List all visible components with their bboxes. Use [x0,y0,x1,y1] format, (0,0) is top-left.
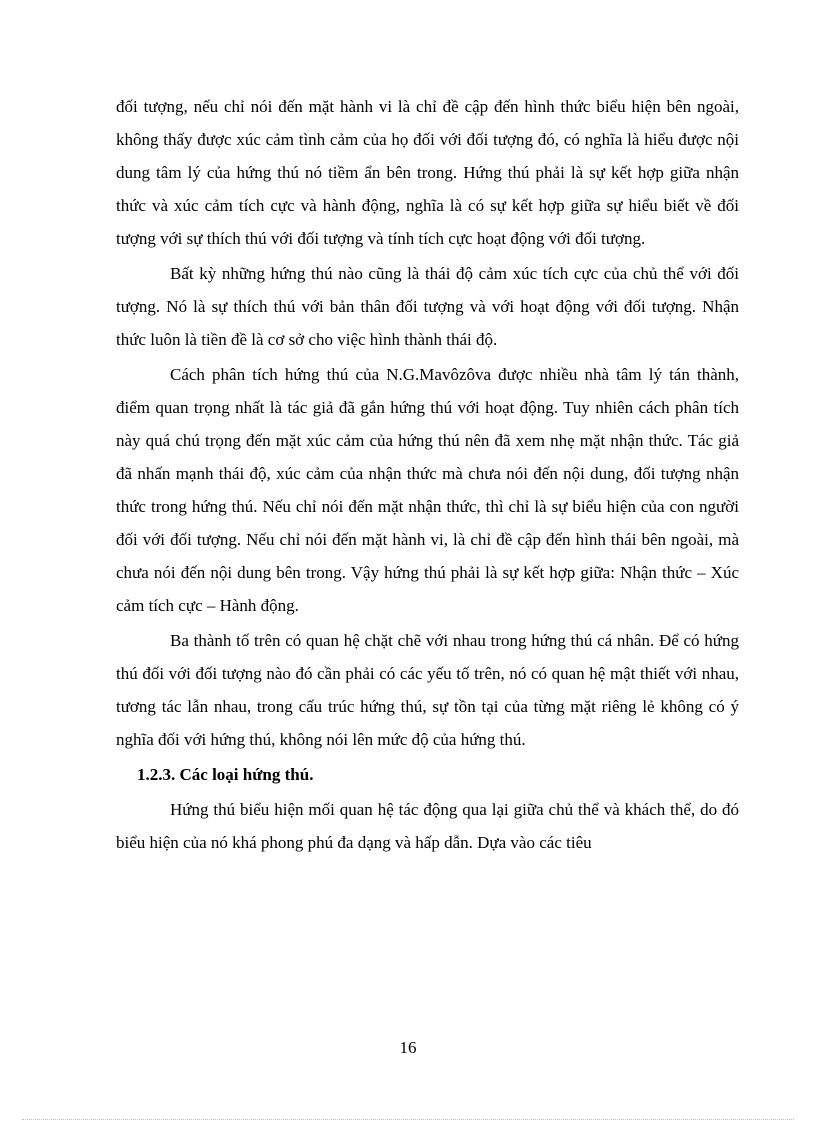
paragraph-1: đối tượng, nếu chỉ nói đến mặt hành vi là chỉ đề cập đến hình thức biểu hiện bên ngoài, không thấy được xúc cảm tình cảm của họ đối với đối tượng đó, có nghĩa là hiểu được nội dung tâm lý của hứng thú nó tiềm ẩn bên trong. Hứng thú phải là sự kết hợp giữa nhận thức và xúc cảm tích cực và hành động, nghĩa là có sự kết hợp giữa sự hiểu biết về đối tượng với sự thích thú với đối tượng và tính tích cực hoạt động với đối tượng. [116,97,739,248]
section-heading: 1.2.3. Các loại hứng thú. [137,765,314,784]
paragraph-3: Cách phân tích hứng thú của N.G.Mavôzôva được nhiều nhà tâm lý tán thành, điểm quan trọng nhất là tác giả đã gắn hứng thú với hoạt động. Tuy nhiên cách phân tích này quá chú trọng đến mặt xúc cảm của hứng thú nên đã xem nhẹ mặt nhận thức. Tác giả đã nhấn mạnh thái độ, xúc cảm của nhận thức mà chưa nói đến nội dung, đối tượng nhận thức trong hứng thú. Nếu chỉ nói đến mặt nhận thức, thì chỉ là sự biểu hiện của con người đối với đối tượng. Nếu chỉ nói đến mặt hành vi, là chỉ đề cập đến hình thái bên ngoài, mà chưa nói đến nội dung bên trong. Vậy hứng thú phải là sự kết hợp giữa: Nhận thức – Xúc cảm tích cực – Hành động. [116,365,739,615]
page-bottom-divider [22,1119,794,1120]
paragraph-2: Bất kỳ những hứng thú nào cũng là thái độ cảm xúc tích cực của chủ thể với đối tượng. Nó là sự thích thú với bản thân đối tượng và với hoạt động với đối tượng. Nhận thức luôn là tiền đề là cơ sở cho việc hình thành thái độ. [116,264,739,349]
body-text [116,90,739,859]
paragraph-4: Ba thành tố trên có quan hệ chặt chẽ với nhau trong hứng thú cá nhân. Để có hứng thú đối với đối tượng nào đó cần phải có các yếu tố trên, nó có quan hệ mật thiết với nhau, tương tác lẫn nhau, trong cấu trúc hứng thú, sự tồn tại của từng mặt riêng lẻ không có ý nghĩa đối với hứng thú, không nói lên mức độ của hứng thú. [116,631,739,749]
paragraph-5: Hứng thú biểu hiện mối quan hệ tác động qua lại giữa chủ thể và khách thể, do đó biểu hiện của nó khá phong phú đa dạng và hấp dẫn. Dựa vào các tiêu [116,800,739,852]
page-number: 16 [399,1038,417,1057]
